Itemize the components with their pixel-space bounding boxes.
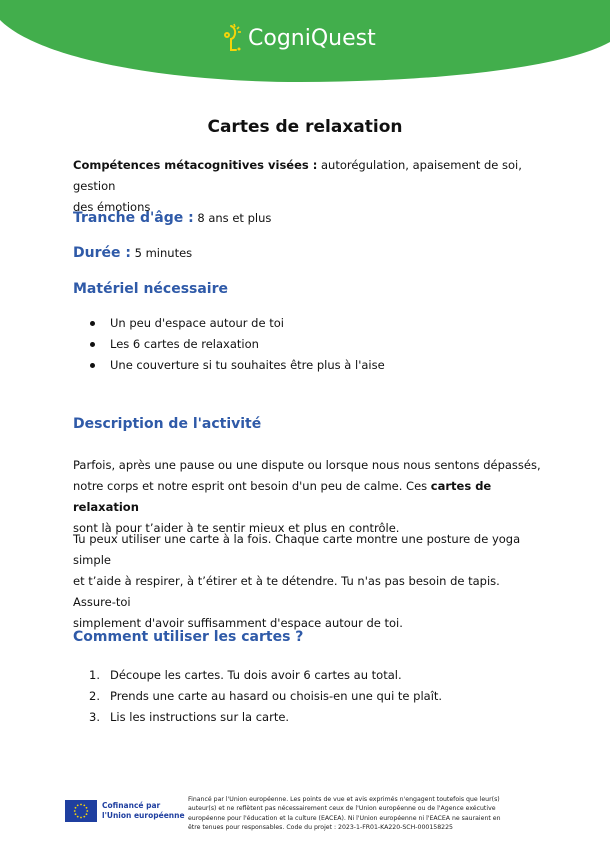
duration-value: 5 minutes: [130, 246, 193, 260]
step-number: 1.: [89, 668, 100, 682]
list-item: [73, 665, 442, 686]
page-title: Cartes de relaxation: [207, 117, 403, 137]
bullet-icon: [90, 363, 95, 368]
text-line: sont là pour t’aider à te sentir mieux et plus en contrôle.: [73, 521, 400, 535]
bold-text: cartes de relaxation: [73, 479, 492, 514]
logo-text: CogniQuest: [248, 25, 376, 51]
eu-cofunding-label: [102, 801, 185, 821]
list-item-text: Les 6 cartes de relaxation: [110, 337, 259, 351]
step-text: Découpe les cartes. Tu dois avoir 6 cartes au total.: [110, 668, 402, 682]
funding-disclaimer: [188, 795, 543, 832]
description-paragraph-2: [73, 529, 543, 634]
list-item: [73, 313, 385, 334]
materials-list: [73, 313, 385, 376]
bullet-icon: [90, 321, 95, 326]
step-text: Prends une carte au hasard ou choisis-en une qui te plaît.: [110, 689, 443, 703]
text-line: Cofinancé par: [102, 801, 161, 810]
text-line: auteur(s) et ne reflètent pas nécessairement ceux de l'Union européenne ou de l'Agence exécutive: [188, 805, 496, 813]
text-line: Tu peux utiliser une carte à la fois. Chaque carte montre une posture de yoga simple: [73, 532, 521, 567]
text-line: simplement d'avoir suffisamment d'espace autour de toi.: [73, 616, 403, 630]
skills-label: Compétences métacognitives visées :: [73, 158, 318, 172]
text-line: être tenues pour responsables. Code du projet : 2023-1-FR01-KA220-SCH-000158225: [188, 823, 453, 831]
step-number: 3.: [89, 710, 100, 724]
howto-heading: Comment utiliser les cartes ?: [73, 629, 304, 645]
list-item: [73, 334, 385, 355]
logo: [222, 18, 376, 58]
text-line: l'Union européenne: [102, 811, 185, 820]
text-line: et t’aide à respirer, à t’étirer et à te détendre. Tu n'as pas besoin de tapis. Assure-toi: [73, 574, 500, 609]
list-item: [73, 707, 442, 728]
age-label: Tranche d'âge :: [73, 210, 194, 226]
step-text: Lis les instructions sur la carte.: [110, 710, 290, 724]
age-range: [73, 210, 271, 226]
lightbulb-figure-icon: [222, 22, 244, 54]
description-heading: Description de l'activité: [73, 416, 262, 432]
description-paragraph-1: [73, 455, 543, 539]
text-line: notre corps et notre esprit ont besoin d'un peu de calme. Ces: [73, 479, 431, 493]
step-number: 2.: [89, 689, 100, 703]
duration: [73, 245, 192, 261]
skills-paragraph: [73, 155, 543, 218]
list-item-text: Une couverture si tu souhaites être plus à l'aise: [110, 358, 385, 372]
howto-steps: [73, 665, 442, 728]
list-item-text: Un peu d'espace autour de toi: [110, 316, 284, 330]
skills-value: autorégulation, apaisement de soi, gestion: [73, 158, 522, 193]
text-line: Parfois, après une pause ou une dispute ou lorsque nous nous sentons dépassés,: [73, 458, 541, 472]
age-value: 8 ans et plus: [193, 211, 272, 225]
list-item: [73, 686, 442, 707]
duration-label: Durée :: [73, 245, 131, 261]
skills-value-cont: des émotions: [73, 200, 151, 214]
eu-flag-icon: [65, 800, 97, 822]
materials-heading: Matériel nécessaire: [73, 281, 229, 297]
text-line: européenne pour l'éducation et la culture (EACEA). Ni l'Union européenne ni l'EACEA ne sauraient en: [188, 814, 501, 822]
bullet-icon: [90, 342, 95, 347]
list-item: [73, 355, 385, 376]
text-line: Financé par l'Union européenne. Les points de vue et avis exprimés n'engagent toutefois que leur(s): [188, 796, 500, 803]
